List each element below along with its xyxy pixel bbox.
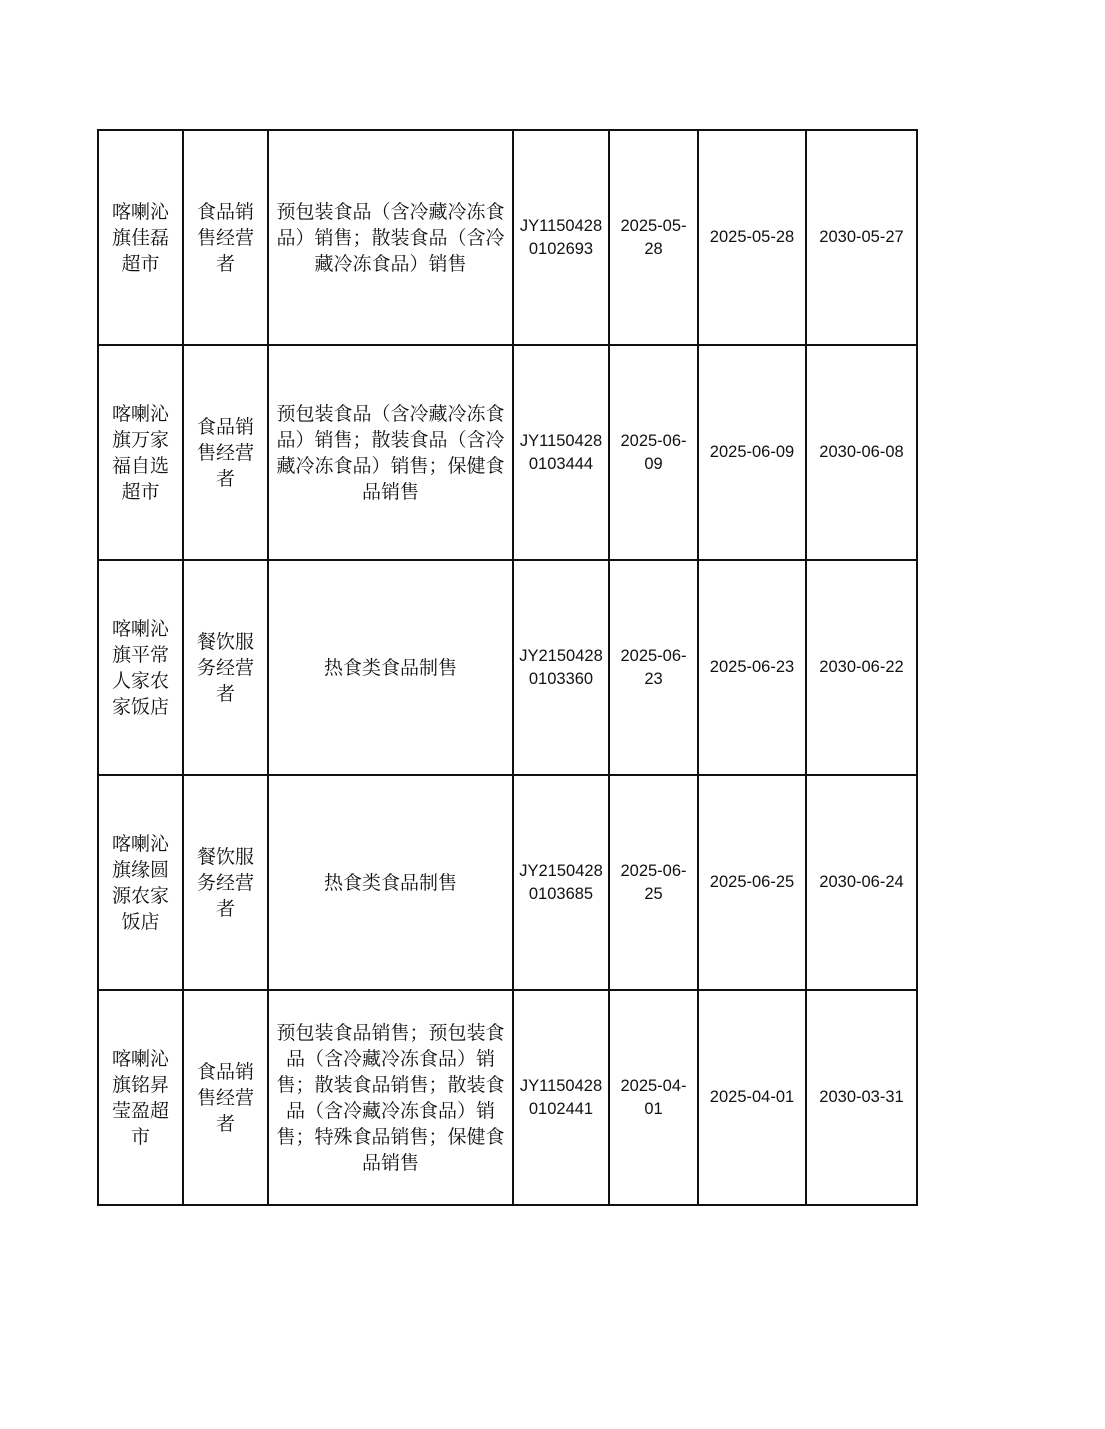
license-number: JY11504280102441 xyxy=(519,1076,603,1118)
business-scope: 预包装食品销售；预包装食品（含冷藏冷冻食品）销售；散装食品销售；散装食品（含冷藏冷冻食品）销售；特殊食品销售；保健食品销售 xyxy=(276,1021,505,1174)
license-number-cell xyxy=(513,775,609,990)
decision-date: 2025-05-28 xyxy=(620,216,687,258)
valid-from-cell xyxy=(698,345,806,560)
valid-from: 2025-04-01 xyxy=(709,1088,795,1106)
decision-date: 2025-06-25 xyxy=(620,861,687,903)
business-scope: 预包装食品（含冷藏冷冻食品）销售；散装食品（含冷藏冷冻食品）销售 xyxy=(276,200,505,275)
business-scope: 预包装食品（含冷藏冷冻食品）销售；散装食品（含冷藏冷冻食品）销售；保健食品销售 xyxy=(276,402,505,503)
operator-type: 食品销售经营者 xyxy=(196,415,254,490)
license-number: JY21504280103360 xyxy=(519,646,603,688)
business-name-cell xyxy=(98,345,183,560)
business-name: 喀喇沁旗平常人家农家饭店 xyxy=(111,617,169,718)
decision-date-cell xyxy=(609,345,698,560)
table-row xyxy=(98,990,917,1205)
license-number-cell xyxy=(513,345,609,560)
valid-to: 2030-03-31 xyxy=(819,1088,904,1106)
valid-to: 2030-06-22 xyxy=(819,658,904,676)
business-scope: 热食类食品制售 xyxy=(323,656,457,679)
table-row xyxy=(98,560,917,775)
valid-from-cell xyxy=(698,775,806,990)
decision-date: 2025-06-23 xyxy=(620,646,687,688)
business-name: 喀喇沁旗铭昇莹盈超市 xyxy=(111,1047,169,1148)
valid-to-cell xyxy=(806,130,917,345)
business-name: 喀喇沁旗万家福自选超市 xyxy=(111,402,169,503)
valid-to: 2030-06-08 xyxy=(819,443,904,461)
business-scope-cell xyxy=(268,345,513,560)
valid-from: 2025-06-25 xyxy=(709,873,795,891)
decision-date-cell xyxy=(609,990,698,1205)
valid-from: 2025-06-09 xyxy=(709,443,795,461)
license-number: JY21504280103685 xyxy=(519,861,603,903)
decision-date-cell xyxy=(609,130,698,345)
business-name-cell xyxy=(98,130,183,345)
operator-type-cell xyxy=(183,990,268,1205)
license-number: JY11504280103444 xyxy=(519,431,603,473)
operator-type: 食品销售经营者 xyxy=(196,200,254,275)
license-table xyxy=(97,129,918,1206)
operator-type: 餐饮服务经营者 xyxy=(196,630,254,705)
decision-date: 2025-04-01 xyxy=(620,1076,687,1118)
table-row xyxy=(98,775,917,990)
business-scope-cell xyxy=(268,560,513,775)
valid-to-cell xyxy=(806,990,917,1205)
license-number-cell xyxy=(513,560,609,775)
license-number-cell xyxy=(513,130,609,345)
table-row xyxy=(98,130,917,345)
valid-from-cell xyxy=(698,130,806,345)
operator-type-cell xyxy=(183,345,268,560)
valid-from-cell xyxy=(698,990,806,1205)
business-scope: 热食类食品制售 xyxy=(323,871,457,894)
operator-type: 食品销售经营者 xyxy=(196,1060,254,1135)
business-name-cell xyxy=(98,990,183,1205)
decision-date-cell xyxy=(609,560,698,775)
business-name: 喀喇沁旗佳磊超市 xyxy=(111,200,169,275)
valid-to-cell xyxy=(806,345,917,560)
table-row xyxy=(98,345,917,560)
business-name-cell xyxy=(98,560,183,775)
operator-type-cell xyxy=(183,130,268,345)
decision-date: 2025-06-09 xyxy=(620,431,687,473)
license-number-cell xyxy=(513,990,609,1205)
valid-from-cell xyxy=(698,560,806,775)
valid-to: 2030-05-27 xyxy=(819,228,904,246)
business-scope-cell xyxy=(268,130,513,345)
valid-to-cell xyxy=(806,560,917,775)
decision-date-cell xyxy=(609,775,698,990)
valid-to-cell xyxy=(806,775,917,990)
business-scope-cell xyxy=(268,990,513,1205)
license-number: JY11504280102693 xyxy=(519,216,603,258)
business-scope-cell xyxy=(268,775,513,990)
operator-type: 餐饮服务经营者 xyxy=(196,845,254,920)
valid-from: 2025-05-28 xyxy=(709,228,795,246)
valid-from: 2025-06-23 xyxy=(709,658,795,676)
business-name: 喀喇沁旗缘圆源农家饭店 xyxy=(111,832,169,933)
valid-to: 2030-06-24 xyxy=(819,873,904,891)
operator-type-cell xyxy=(183,560,268,775)
operator-type-cell xyxy=(183,775,268,990)
business-name-cell xyxy=(98,775,183,990)
